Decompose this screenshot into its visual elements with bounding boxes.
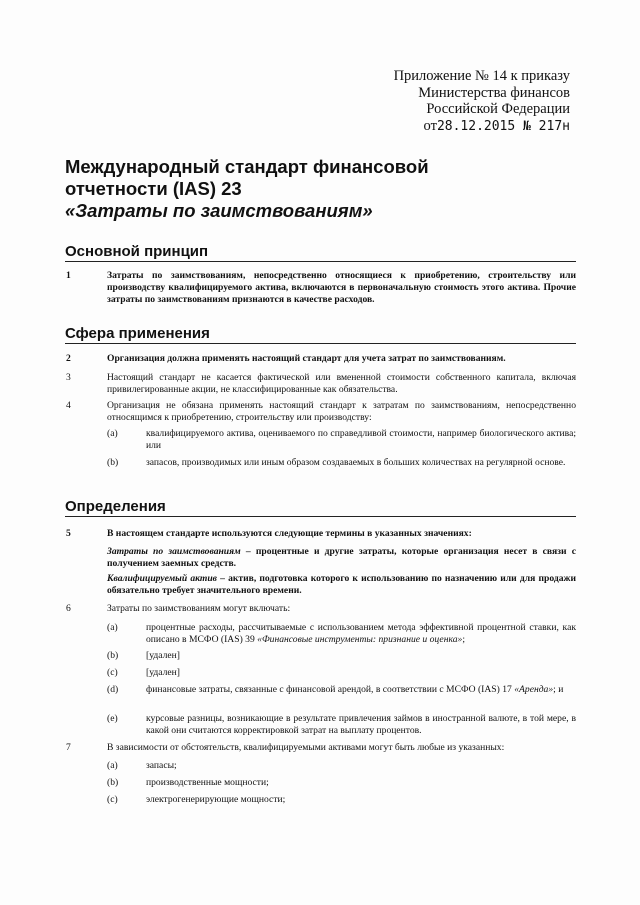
section-heading-scope: Сфера применения bbox=[65, 325, 576, 344]
paragraph-3-text: Настоящий стандарт не касается фактической или вмененной стоимости собственного капитала, включая привилегированные акции, не классифицированные как обязательства. bbox=[107, 372, 576, 396]
list-label: (d) bbox=[107, 684, 119, 695]
paragraph-6b-text: [удален] bbox=[146, 650, 180, 661]
section-heading-definitions: Определения bbox=[65, 498, 576, 517]
list-label: (a) bbox=[107, 428, 118, 439]
paragraph-7c-text: электрогенерирующие мощности; bbox=[146, 794, 286, 805]
text-segment: ; bbox=[462, 634, 465, 646]
definition-text: – процентные и другие затраты, которые организация несет в связи с получением заемных средств. bbox=[107, 546, 576, 570]
document-title bbox=[65, 156, 585, 222]
text-segment: ; и bbox=[553, 684, 564, 695]
title-line-2: отчетности (IAS) 23 bbox=[65, 178, 242, 199]
list-label: (b) bbox=[107, 650, 119, 661]
paragraph-4-text: Организация не обязана применять настоящий стандарт к затратам по заимствованиям, непосредственно относящимся к приобретению, строительству или производству: bbox=[107, 400, 576, 424]
annex-line-2: Министерства финансов bbox=[418, 84, 570, 101]
title-line-3: «Затраты по заимствованиям» bbox=[65, 200, 373, 221]
annex-date-value: 28.12.2015 № 217н bbox=[436, 118, 570, 134]
paragraph-7a-text: запасы; bbox=[146, 760, 177, 771]
list-label: (a) bbox=[107, 760, 118, 771]
definition-borrowing-costs bbox=[107, 546, 576, 570]
annex-date-prefix: от bbox=[423, 117, 437, 134]
list-label: (b) bbox=[107, 457, 119, 468]
definition-text: – актив, подготовка которого к использованию по назначению или для продажи обязательно требует значительного времени. bbox=[107, 573, 576, 597]
definition-term: Квалифицируемый актив bbox=[107, 573, 217, 584]
list-label: (e) bbox=[107, 713, 118, 724]
paragraph-7-text: В зависимости от обстоятельств, квалифицируемыми активами могут быть любые из указанных: bbox=[107, 742, 505, 753]
paragraph-7b-text: производственные мощности; bbox=[146, 777, 269, 788]
paragraph-number: 5 bbox=[66, 528, 71, 539]
paragraph-6-text: Затраты по заимствованиям могут включать: bbox=[107, 603, 291, 614]
paragraph-5-text: В настоящем стандарте используются следующие термины в указанных значениях: bbox=[107, 528, 472, 539]
list-label: (c) bbox=[107, 794, 118, 805]
annex-line-3: Российской Федерации bbox=[426, 101, 570, 117]
annex-line-1: Приложение № 14 к приказу bbox=[393, 68, 570, 84]
definition-qualifying-asset bbox=[107, 573, 576, 597]
text-segment: процентные расходы, рассчитываемые с использованием метода эффективной процентной ставки, как описано в МСФО (IAS) 39 bbox=[146, 622, 576, 646]
paragraph-number: 7 bbox=[66, 742, 71, 753]
paragraph-6d-text bbox=[146, 684, 576, 696]
paragraph-6c-text: [удален] bbox=[146, 667, 180, 678]
paragraph-2-text: Организация должна применять настоящий стандарт для учета затрат по заимствованиям. bbox=[107, 353, 506, 364]
paragraph-number: 1 bbox=[66, 270, 71, 281]
section-heading-principle: Основной принцип bbox=[65, 243, 576, 262]
list-label: (a) bbox=[107, 622, 118, 633]
reference-title: «Финансовые инструменты: признание и оценка» bbox=[257, 634, 463, 646]
paragraph-1-text: Затраты по заимствованиям, непосредственно относящиеся к приобретению, строительству или производству квалифицируемого актива, включаются в первоначальную стоимость этого актива. Прочие затраты по заимствованиям признаются в качестве расходов. bbox=[107, 270, 576, 306]
paragraph-6e-text: курсовые разницы, возникающие в результате привлечения займов в иностранной валюте, в той мере, в какой они считаются корректировкой затрат на выплату процентов. bbox=[146, 713, 576, 737]
paragraph-number: 6 bbox=[66, 603, 71, 614]
paragraph-4b-text: запасов, производимых или иным образом создаваемых в больших количествах на регулярной основе. bbox=[146, 457, 566, 468]
paragraph-number: 2 bbox=[66, 353, 71, 364]
list-label: (c) bbox=[107, 667, 118, 678]
paragraph-6a-text bbox=[146, 622, 576, 646]
list-label: (b) bbox=[107, 777, 119, 788]
reference-title: «Аренда» bbox=[514, 684, 554, 695]
paragraph-4a-text: квалифицируемого актива, оцениваемого по справедливой стоимости, например биологического актива; или bbox=[146, 428, 576, 452]
definition-term: Затраты по заимствованиям bbox=[107, 546, 241, 557]
paragraph-number: 3 bbox=[66, 372, 71, 383]
annex-header bbox=[394, 68, 570, 135]
title-line-1: Международный стандарт финансовой bbox=[65, 156, 429, 177]
text-segment: финансовые затраты, связанные с финансовой арендой, в соответствии с МСФО (IAS) 17 bbox=[146, 684, 515, 695]
annex-date bbox=[394, 118, 570, 136]
paragraph-number: 4 bbox=[66, 400, 71, 411]
